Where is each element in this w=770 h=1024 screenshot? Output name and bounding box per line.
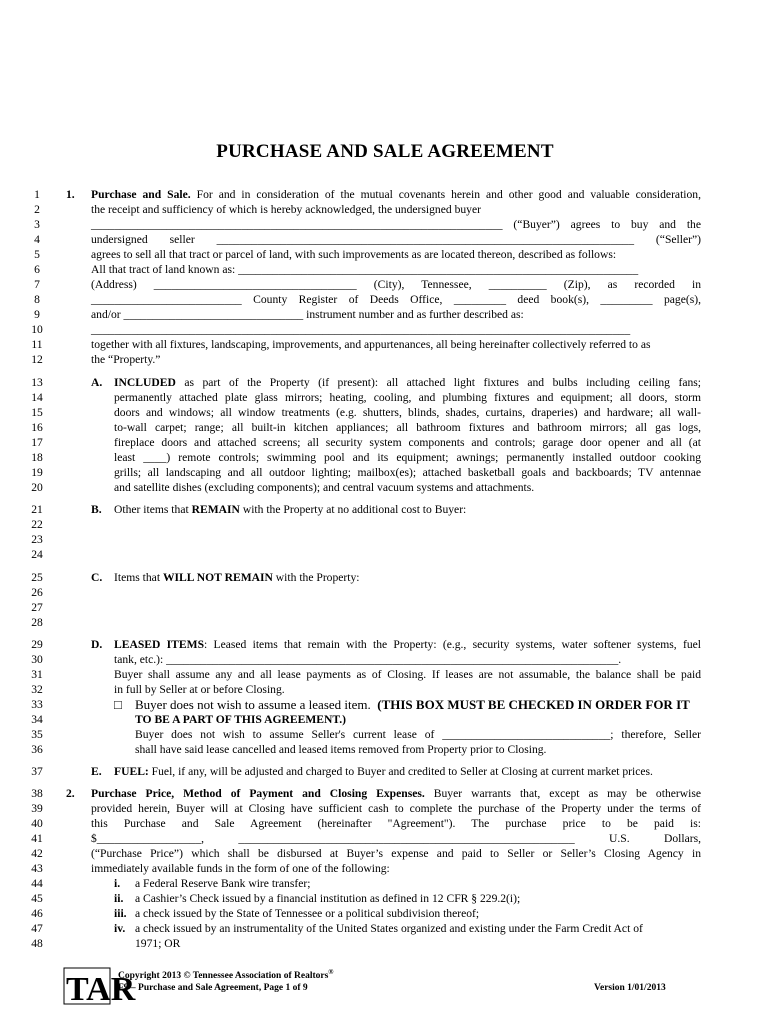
line-number: 6 xyxy=(34,263,40,276)
document-line xyxy=(0,637,770,652)
document-line xyxy=(0,532,770,547)
document-line xyxy=(0,480,770,495)
line-number: 23 xyxy=(31,533,43,546)
document-line xyxy=(0,682,770,697)
line-text: the “Property.” xyxy=(91,353,161,366)
section-label: D. xyxy=(91,638,103,651)
section-label: 2. xyxy=(66,787,75,800)
line-text: TO BE A PART OF THIS AGREEMENT.) xyxy=(135,713,347,726)
line-text: and satellite dishes (excluding components); and central vacuum systems and attachments. xyxy=(114,481,535,494)
line-number: 13 xyxy=(31,376,43,389)
line-text: Purchase and Sale. For and in consideration of the mutual covenants herein and other good and valuable consideration, xyxy=(91,188,702,201)
line-number: 3 xyxy=(34,218,40,231)
line-number: 22 xyxy=(31,518,43,531)
line-text: Items that WILL NOT REMAIN with the Property: xyxy=(114,571,360,584)
line-number: 16 xyxy=(31,421,43,434)
line-text: (“Purchase Price”) which shall be disbursed at Buyer’s expense and paid to Seller or Seller’s Closing Agency in xyxy=(91,847,701,860)
line-number: 7 xyxy=(34,278,40,291)
document-line xyxy=(0,502,770,517)
document-line xyxy=(0,420,770,435)
line-number: 47 xyxy=(31,922,43,935)
footer-form-title: F9 – Purchase and Sale Agreement, Page 1 of 9 xyxy=(118,983,308,993)
line-number: 46 xyxy=(31,907,43,920)
document-line xyxy=(0,764,770,779)
section-label: ii. xyxy=(114,892,124,905)
line-text: $__________________, __________________________________________________________ U.S. Dollars, xyxy=(91,832,701,845)
line-text: All that tract of land known as: _____________________________________________________________________ xyxy=(91,263,639,276)
line-text: shall have said lease cancelled and leased items removed from Property prior to Closing. xyxy=(135,743,547,756)
line-number: 10 xyxy=(31,323,43,336)
line-number: 31 xyxy=(31,668,43,681)
document-line xyxy=(0,600,770,615)
document-line xyxy=(0,322,770,337)
document-line xyxy=(0,217,770,232)
document-line xyxy=(0,547,770,562)
line-text: and/or _______________________________ instrument number and as further described as: xyxy=(91,308,524,321)
document-line xyxy=(0,465,770,480)
line-text: doors and windows; all window treatments (e.g. shutters, blinds, shades, curtains, draperies) and hardware; all wall- xyxy=(114,406,701,419)
document-line xyxy=(0,615,770,630)
line-number: 29 xyxy=(31,638,43,651)
document-line xyxy=(0,570,770,585)
line-number: 27 xyxy=(31,601,43,614)
line-text: a Federal Reserve Bank wire transfer; xyxy=(135,877,311,890)
line-number: 32 xyxy=(31,683,43,696)
line-text: Buyer does not wish to assume a leased item. (THIS BOX MUST BE CHECKED IN ORDER FOR IT xyxy=(135,697,690,712)
document-line xyxy=(0,390,770,405)
line-text: _______________________________________________________________________ (“Buyer”) agrees to buy and the xyxy=(91,218,701,231)
line-number: 42 xyxy=(31,847,43,860)
section-label: B. xyxy=(91,503,102,516)
document-line xyxy=(0,352,770,367)
line-text: grills; all landscaping and all outdoor lighting; mailbox(es); attached basketball goals and backboards; TV antennae xyxy=(114,466,701,479)
line-text: fireplace doors and attached screens; all security system components and controls; garage door opener and all (at xyxy=(114,436,701,449)
document-line xyxy=(0,712,770,727)
document-line xyxy=(0,450,770,465)
line-number: 38 xyxy=(31,787,43,800)
section-label: C. xyxy=(91,571,103,584)
section-label: 1. xyxy=(66,188,75,201)
document-line xyxy=(0,861,770,876)
line-number: 41 xyxy=(31,832,43,845)
line-text: together with all fixtures, landscaping, improvements, and appurtenances, all being hereinafter collectively referred to as xyxy=(91,338,651,351)
line-number: 36 xyxy=(31,743,43,756)
document-line xyxy=(0,742,770,757)
tar-logo xyxy=(62,960,136,1008)
line-number: 37 xyxy=(31,765,43,778)
document-line xyxy=(0,816,770,831)
line-number: 19 xyxy=(31,466,43,479)
line-text: Other items that REMAIN with the Property at no additional cost to Buyer: xyxy=(114,503,467,516)
line-number: 20 xyxy=(31,481,43,494)
document-line xyxy=(0,262,770,277)
line-text: INCLUDED as part of the Property (if present): all attached light fixtures and bulbs including ceiling fans; xyxy=(114,376,701,389)
document-line xyxy=(0,517,770,532)
line-number: 40 xyxy=(31,817,43,830)
line-number: 1 xyxy=(34,188,40,201)
line-number: 44 xyxy=(31,877,43,890)
line-number: 5 xyxy=(34,248,40,261)
line-text: least ____) remote controls; swimming pool and its equipment; awnings; permanently installed outdoor cooking xyxy=(114,451,701,464)
footer-copyright: Copyright 2013 © Tennessee Association of Realtors® xyxy=(118,968,334,982)
line-number: 12 xyxy=(31,353,43,366)
document-line xyxy=(0,786,770,801)
document-line xyxy=(0,247,770,262)
document-title: PURCHASE AND SALE AGREEMENT xyxy=(216,141,554,162)
line-text: a check issued by the State of Tennessee or a political subdivision thereof; xyxy=(135,907,480,920)
document-line xyxy=(0,727,770,742)
line-number: 45 xyxy=(31,892,43,905)
line-number: 4 xyxy=(34,233,40,246)
document-line xyxy=(0,936,770,951)
line-text: undersigned seller ________________________________________________________________________ (“Seller”) xyxy=(91,233,701,246)
document-line xyxy=(0,667,770,682)
line-text: this Purchase and Sale Agreement (hereinafter "Agreement"). The purchase price to be paid is: xyxy=(91,817,701,830)
section-label: E. xyxy=(91,765,102,778)
line-number: 11 xyxy=(31,338,43,351)
document-line xyxy=(0,921,770,936)
document-line xyxy=(0,801,770,816)
line-number: 24 xyxy=(31,548,43,561)
document-line xyxy=(0,307,770,322)
document-line xyxy=(0,232,770,247)
document-line xyxy=(0,697,770,712)
document-line xyxy=(0,405,770,420)
line-number: 39 xyxy=(31,802,43,815)
line-text: FUEL: Fuel, if any, will be adjusted and charged to Buyer and credited to Seller at Closing at current market prices. xyxy=(114,765,653,778)
line-text: provided herein, Buyer will at Closing have sufficient cash to complete the purchase of the Property under the terms of xyxy=(91,802,701,815)
line-text: a check issued by an instrumentality of the United States organized and existing under the Farm Credit Act of xyxy=(135,922,643,935)
line-number: 28 xyxy=(31,616,43,629)
document-line xyxy=(0,202,770,217)
checkbox-lease[interactable]: □ xyxy=(114,697,122,712)
line-text: 1971; OR xyxy=(135,937,181,950)
line-number: 8 xyxy=(34,293,40,306)
footer-version: Version 1/01/2013 xyxy=(594,983,666,993)
line-text: LEASED ITEMS: Leased items that remain with the Property: (e.g., security systems, water softener systems, fuel xyxy=(114,638,701,651)
line-number: 34 xyxy=(31,713,43,726)
line-number: 33 xyxy=(31,698,43,711)
line-number: 48 xyxy=(31,937,43,950)
document-line xyxy=(0,435,770,450)
line-text: the receipt and sufficiency of which is hereby acknowledged, the undersigned buyer xyxy=(91,203,481,216)
section-label: iv. xyxy=(114,922,126,935)
document-line xyxy=(0,831,770,846)
document-line xyxy=(0,187,770,202)
line-number: 17 xyxy=(31,436,43,449)
document-line xyxy=(0,846,770,861)
logo-text: TAR xyxy=(66,971,136,1008)
document-line xyxy=(0,375,770,390)
line-number: 14 xyxy=(31,391,43,404)
line-text: a Cashier’s Check issued by a financial institution as defined in 12 CFR § 229.2(i); xyxy=(135,892,521,905)
line-text: Buyer does not wish to assume Seller's current lease of _____________________________; therefore, Seller xyxy=(135,728,701,741)
line-number: 43 xyxy=(31,862,43,875)
document-line xyxy=(0,876,770,891)
line-text: __________________________ County Register of Deeds Office, _________ deed book(s), _________ page(s), xyxy=(91,293,701,306)
document-line xyxy=(0,337,770,352)
line-number: 21 xyxy=(31,503,43,516)
document-line xyxy=(0,891,770,906)
document-line xyxy=(0,292,770,307)
document-line xyxy=(0,277,770,292)
document-line xyxy=(0,906,770,921)
line-number: 25 xyxy=(31,571,43,584)
section-label: A. xyxy=(91,376,103,389)
line-number: 30 xyxy=(31,653,43,666)
line-number: 35 xyxy=(31,728,43,741)
line-text: Purchase Price, Method of Payment and Closing Expenses. Buyer warrants that, except as may be otherwise xyxy=(91,787,702,800)
line-text: in full by Seller at or before Closing. xyxy=(114,683,285,696)
line-text: tank, etc.): ______________________________________________________________________________. xyxy=(114,653,622,666)
document-line xyxy=(0,652,770,667)
section-label: i. xyxy=(114,877,121,890)
line-text: _____________________________________________________________________________________________ xyxy=(91,323,631,336)
line-number: 9 xyxy=(34,308,40,321)
line-text: Buyer shall assume any and all lease payments as of Closing. If leases are not assumable, the balance shall be paid xyxy=(114,668,701,681)
line-text: permanently attached plate glass mirrors; heating, cooling, and plumbing fixtures and equipment; all doors, storm xyxy=(114,391,701,404)
line-text: (Address) ___________________________________ (City), Tennessee, __________ (Zip), as recorded in xyxy=(91,278,701,291)
line-number: 18 xyxy=(31,451,43,464)
line-text: immediately available funds in the form of one of the following: xyxy=(91,862,390,875)
line-number: 26 xyxy=(31,586,43,599)
line-text: to-wall carpet; range; all built-in kitchen appliances; all bathroom fixtures and bathroom mirrors; all gas logs, xyxy=(114,421,701,434)
section-label: iii. xyxy=(114,907,127,920)
line-number: 2 xyxy=(34,203,40,216)
line-text: agrees to sell all that tract or parcel of land, with such improvements as are located thereon, described as follows: xyxy=(91,248,617,261)
line-number: 15 xyxy=(31,406,43,419)
document-line xyxy=(0,585,770,600)
